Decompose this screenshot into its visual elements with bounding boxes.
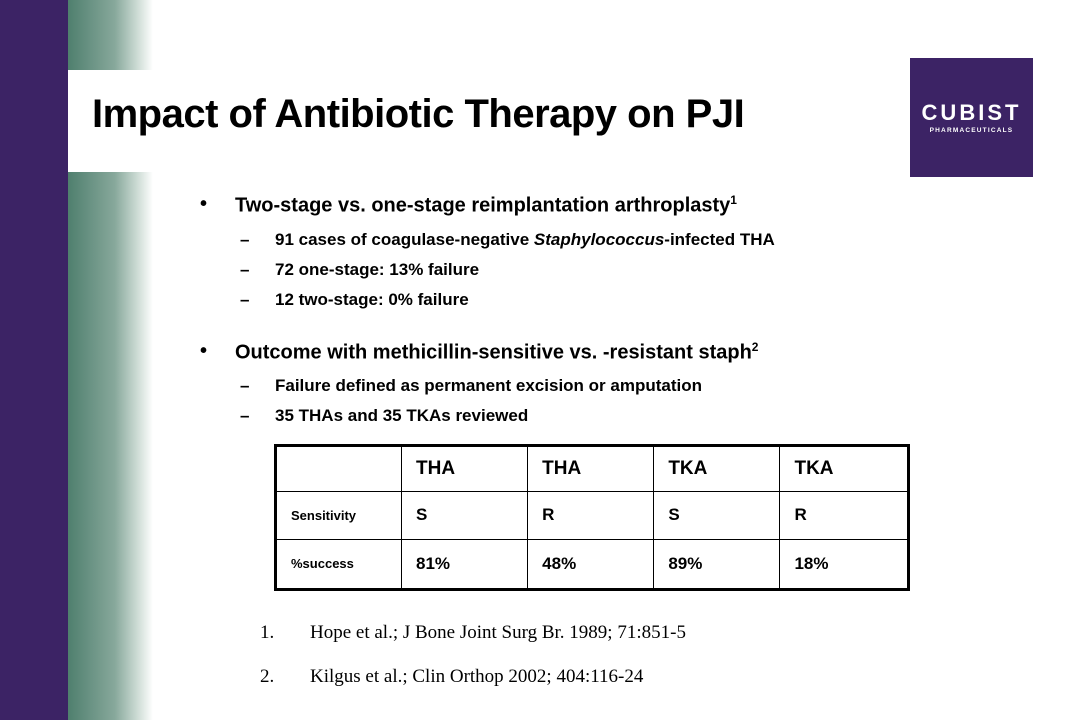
table-cell: 81% <box>402 539 528 589</box>
table-header-cell: TKA <box>654 446 780 492</box>
table-row <box>276 539 909 589</box>
dash-marker: – <box>240 230 250 249</box>
teal-gradient-strip-top <box>68 0 153 70</box>
bullet-marker: • <box>200 193 208 215</box>
table-cell: S <box>402 492 528 540</box>
table-header-cell <box>276 446 402 492</box>
reference-text: Kilgus et al.; Clin Orthop 2002; 404:116-24 <box>310 666 644 687</box>
footnote-ref: 1 <box>730 193 737 207</box>
table-cell: R <box>528 492 654 540</box>
table-header-cell: THA <box>528 446 654 492</box>
outcome-table <box>274 444 910 591</box>
sub-bullet-text-after: -infected THA <box>664 230 775 249</box>
table-header-cell: TKA <box>780 446 909 492</box>
teal-gradient-strip-bottom <box>68 172 153 720</box>
table-cell: 89% <box>654 539 780 589</box>
logo-wordmark: CUBIST <box>921 100 1022 125</box>
table-cell: 48% <box>528 539 654 589</box>
dash-marker: – <box>240 290 250 309</box>
sub-bullet-text: 72 one-stage: 13% failure <box>275 260 480 279</box>
cubist-logo <box>910 58 1033 177</box>
reference-number: 1. <box>260 622 275 643</box>
dash-marker: – <box>240 260 250 279</box>
sub-bullet-text: Failure defined as permanent excision or amputation <box>275 376 702 395</box>
bullet-text: Two-stage vs. one-stage reimplantation arthroplasty <box>235 194 731 217</box>
table-header-row <box>276 446 909 492</box>
sub-bullet-text: 12 two-stage: 0% failure <box>275 290 469 309</box>
dash-marker: – <box>240 376 250 395</box>
bullet-text: Outcome with methicillin-sensitive vs. -resistant staph <box>235 341 752 364</box>
reference-text: Hope et al.; J Bone Joint Surg Br. 1989; 71:851-5 <box>310 622 686 643</box>
logo-subtitle: PHARMACEUTICALS <box>929 127 1014 134</box>
table-cell: S <box>654 492 780 540</box>
table-header-cell: THA <box>402 446 528 492</box>
table-cell: R <box>780 492 909 540</box>
row-header-sensitivity: Sensitivity <box>276 492 402 540</box>
left-decorative-band <box>0 0 68 720</box>
sub-bullet-text: 35 THAs and 35 TKAs reviewed <box>275 406 529 425</box>
row-header-success: %success <box>276 539 402 589</box>
dash-marker: – <box>240 406 250 425</box>
sub-bullet-text-before: 91 cases of coagulase-negative <box>275 230 534 249</box>
bullet-marker: • <box>200 340 208 362</box>
table-cell: 18% <box>780 539 909 589</box>
sub-bullet-text-italic: Staphylococcus <box>533 230 665 249</box>
reference-number: 2. <box>260 666 275 687</box>
table-row <box>276 492 909 540</box>
footnote-ref: 2 <box>751 340 759 354</box>
slide-title: Impact of Antibiotic Therapy on PJI <box>92 92 745 136</box>
